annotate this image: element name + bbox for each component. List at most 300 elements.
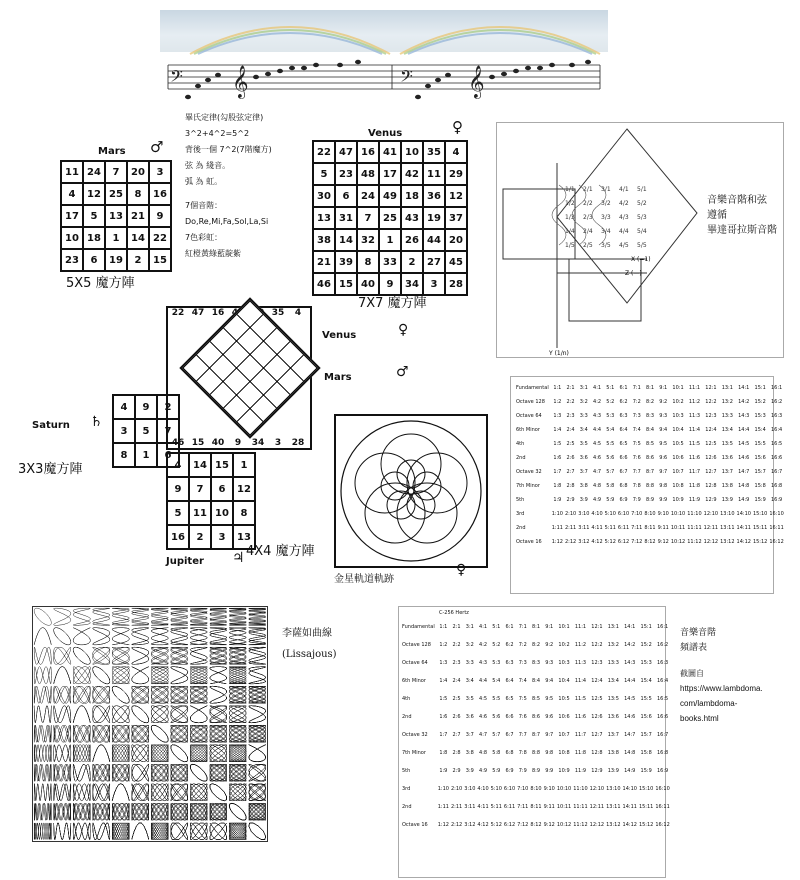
lissajous-curve [249, 628, 266, 645]
frequency-cell: 9:7 [659, 469, 668, 475]
frequency-cell: 11:6 [574, 714, 587, 720]
ratio-label: 3/4 [601, 228, 611, 235]
venus-cell: 40 [211, 438, 225, 448]
frequency-cell: 11:8 [574, 750, 587, 756]
ratio-label: 3/3 [601, 214, 611, 221]
magic-square-cell: 9 [167, 477, 189, 501]
pythagoras-caption [707, 193, 777, 238]
jupiter-row [167, 453, 255, 477]
frequency-cell: 10:11 [556, 804, 572, 810]
frequency-row-label: 5th [516, 497, 525, 503]
venus-orbit-panel [334, 414, 488, 568]
frequency-cell: 13:9 [607, 768, 619, 774]
frequency-cell: 5:6 [492, 714, 501, 720]
magic-square-cell: 16 [149, 183, 171, 205]
frequency-cell: 4:5 [479, 696, 488, 702]
magic-square-cell: 23 [61, 249, 83, 271]
magic-square-cell: 49 [379, 185, 401, 207]
frequency-cell: 4:4 [479, 678, 488, 684]
lissajous-curve [132, 725, 149, 742]
frequency-cell: 15:2 [754, 399, 766, 405]
frequency-cell: 1:2 [553, 399, 562, 405]
axis-y-label: Y (1/n) [549, 350, 569, 357]
ratio-label: 3/2 [601, 200, 611, 207]
law-next: 背後一個 7^2(7階魔方) [185, 145, 272, 154]
source-label: 截圖自 [680, 669, 704, 678]
lissajous-curve [132, 803, 149, 820]
magic-square-cell: 2 [189, 525, 211, 549]
magic-square-cell: 5 [135, 419, 157, 443]
frequency-cell: 9:10 [657, 511, 669, 517]
frequency-cell: 15:3 [640, 660, 652, 666]
frequency-row-label: Octave 16 [516, 539, 542, 545]
frequency-cell: 1:5 [553, 441, 562, 447]
frequency-cell: 4:7 [593, 469, 602, 475]
pythagoras-caption-3: 畢達哥拉斯音階 [707, 225, 777, 236]
source-credit [680, 666, 763, 726]
frequency-cell: 7:8 [518, 750, 527, 756]
lissajous-curve [190, 686, 207, 703]
magic-square-cell: 3 [211, 525, 233, 549]
lissajous-curve [132, 764, 149, 781]
magic-square-cell: 19 [105, 249, 127, 271]
frequency-cell: 12:12 [703, 539, 719, 545]
frequency-cell: 14:12 [736, 539, 751, 545]
frequency-cell: 6:6 [505, 714, 514, 720]
magic-square-cell: 31 [335, 207, 357, 229]
frequency-cell: 1:4 [553, 427, 562, 433]
frequency-cell: 16:5 [656, 696, 669, 702]
frequency-cell: 8:9 [645, 497, 654, 503]
venus-magic-square-7x7 [312, 140, 468, 296]
frequency-row [515, 381, 785, 395]
frequency-cell: 16:2 [656, 642, 669, 648]
composite-mars-symbol: ♂ [396, 364, 409, 380]
frequency-row [401, 618, 671, 636]
magic-square-cell: 43 [401, 207, 423, 229]
lissajous-curve [112, 608, 129, 625]
frequency-cell: 3:12 [464, 822, 476, 828]
frequency-cell: 4:11 [477, 804, 489, 810]
lissajous-curve [34, 608, 51, 625]
frequency-cell: 15:10 [638, 786, 654, 792]
source-url-2[interactable]: com/lambdoma- [680, 699, 738, 708]
frequency-cell: 9:3 [545, 660, 554, 666]
frequency-cell: 2:11 [564, 525, 577, 531]
magic-square-cell: 9 [379, 273, 401, 295]
frequency-cell: 4:6 [479, 714, 488, 720]
saturn-symbol: ♄ [90, 414, 103, 430]
frequency-cell: 5:7 [606, 469, 615, 475]
frequency-row [515, 479, 785, 493]
magic-square-cell: 7 [189, 477, 211, 501]
frequency-cell: 6:10 [617, 511, 630, 517]
magic-square-cell: 7 [157, 419, 179, 443]
lissajous-curve [54, 706, 71, 723]
frequency-row-label: 2nd [516, 525, 526, 531]
frequency-cell: 15:11 [638, 804, 654, 810]
frequency-cell: 8:7 [645, 469, 654, 475]
frequency-row-label: Octave 64 [516, 413, 542, 419]
magic-square-cell: 15 [149, 249, 171, 271]
venus-orbit-rosette [336, 416, 486, 566]
venus-cell: 16 [211, 308, 225, 318]
frequency-cell: 11:10 [687, 511, 702, 517]
frequency-cell: 9:4 [659, 427, 668, 433]
frequency-cell: 2:3 [452, 660, 461, 666]
frequency-cell: 13:5 [721, 441, 733, 447]
frequency-cell: 11:6 [688, 455, 701, 461]
frequency-cell: 8:4 [645, 427, 654, 433]
frequency-cell: 13:10 [606, 786, 621, 792]
frequency-cell: 14:8 [624, 750, 636, 756]
mars-row [61, 249, 171, 271]
frequency-row [515, 493, 785, 507]
frequency-cell: 4:7 [479, 732, 488, 738]
magic-square-cell: 6 [335, 185, 357, 207]
frequency-cell: 7:1 [632, 385, 641, 391]
colors-title: 7色彩虹： [185, 233, 223, 242]
magic-square-cell: 14 [127, 227, 149, 249]
lissajous-curve [171, 803, 188, 820]
lissajous-curve [54, 647, 71, 664]
frequency-cell: 3:7 [465, 732, 474, 738]
magic-square-cell: 7 [357, 207, 379, 229]
frequency-cell: 9:9 [659, 497, 668, 503]
frequency-cell: 8:10 [530, 786, 542, 792]
frequency-cell: 12:3 [705, 413, 717, 419]
frequency-cell: 5:8 [492, 750, 501, 756]
venus-bottom-row [168, 438, 308, 448]
frequency-cell: 7:4 [518, 678, 527, 684]
magic-square-cell: 27 [423, 251, 445, 273]
venus-cell: 47 [191, 308, 205, 318]
frequency-cell: 8:10 [644, 511, 656, 517]
venus-row [313, 163, 467, 185]
frequency-cell: 11:11 [687, 525, 702, 531]
frequency-cell: 12:1 [705, 385, 717, 391]
frequency-cell: 1:7 [553, 469, 562, 475]
frequency-row [401, 744, 671, 762]
frequency-cell: 10:8 [672, 483, 684, 489]
frequency-row [401, 762, 671, 780]
frequency-cell: 7:6 [632, 455, 641, 461]
frequency-row [515, 409, 785, 423]
frequency-cell: 15:10 [752, 511, 768, 517]
jupiter-label: Jupiter [166, 556, 204, 567]
frequency-cell: 3:10 [578, 511, 590, 517]
frequency-cell: 3:3 [465, 660, 474, 666]
frequency-cell: 14:9 [738, 497, 750, 503]
frequency-cell: 9:3 [659, 413, 668, 419]
frequency-cell: 4:8 [593, 483, 602, 489]
frequency-cell: 10:10 [670, 511, 686, 517]
frequency-cell: 5:9 [606, 497, 615, 503]
lissajous-curve [54, 764, 71, 781]
magic-square-cell: 18 [83, 227, 105, 249]
magic-square-cell: 1 [105, 227, 127, 249]
frequency-cell: 4:1 [593, 385, 602, 391]
frequency-row-label: 4th [402, 696, 411, 702]
magic-square-cell: 7 [105, 161, 127, 183]
frequency-cell: 12:5 [705, 441, 717, 447]
frequency-cell: 10:11 [670, 525, 686, 531]
lissajous-curve [151, 784, 168, 801]
frequency-cell: 11:5 [574, 696, 587, 702]
lissajous-curve [190, 764, 207, 781]
lissajous-curve [132, 667, 149, 684]
magic-square-cell: 16 [357, 141, 379, 163]
lissajous-curve [190, 823, 207, 839]
frequency-cell: 13:4 [721, 427, 733, 433]
ratio-label: 3/1 [601, 186, 611, 193]
venus-cell: 34 [251, 438, 265, 448]
mars-symbol: ♂ [150, 138, 164, 156]
magic-square-cell: 32 [357, 229, 379, 251]
frequency-cell: 13:12 [720, 539, 735, 545]
lissajous-curve [151, 608, 168, 625]
frequency-cell: 5:11 [490, 804, 502, 810]
venus-cell: 28 [291, 438, 305, 448]
lissajous-curve [171, 784, 188, 801]
frequency-cell: 1:6 [439, 714, 448, 720]
magic-square-cell: 37 [445, 207, 467, 229]
venus-row [313, 207, 467, 229]
frequency-cell: 2:3 [566, 413, 575, 419]
lissajous-curve [249, 823, 266, 839]
frequency-cell: 10:9 [672, 497, 684, 503]
ratio-label: 1/3 [565, 214, 575, 221]
lissajous-curve [34, 823, 51, 839]
frequency-cell: 7:3 [518, 660, 527, 666]
lissajous-curve [112, 764, 129, 781]
frequency-cell: 10:3 [672, 413, 684, 419]
frequency-cell: 1:11 [551, 525, 563, 531]
frequency-cell: 8:1 [531, 624, 540, 630]
frequency-cell: 9:1 [545, 624, 554, 630]
magic-square-cell: 10 [211, 501, 233, 525]
frequency-cell: 2:9 [452, 768, 461, 774]
frequency-row [401, 816, 671, 834]
saturn-label: Saturn [32, 420, 70, 431]
lissajous-curve [73, 823, 90, 839]
frequency-cell: 3:9 [579, 497, 588, 503]
magic-square-cell: 4 [113, 395, 135, 419]
magic-square-cell: 30 [313, 185, 335, 207]
venus-row [313, 251, 467, 273]
source-url-1[interactable]: https://www.lambdoma. [680, 684, 763, 693]
magic-square-cell: 38 [313, 229, 335, 251]
frequency-cell: 1:7 [439, 732, 448, 738]
magic-square-cell: 11 [61, 161, 83, 183]
frequency-cell: 8:9 [531, 768, 540, 774]
venus-row [313, 141, 467, 163]
frequency-cell: 3:5 [465, 696, 474, 702]
frequency-caption [680, 626, 716, 656]
frequency-cell: 12:10 [703, 511, 719, 517]
frequency-cell: 2:6 [452, 714, 461, 720]
frequency-row [401, 672, 671, 690]
axis-x-label: X (=1) [631, 256, 651, 263]
frequency-cell: 13:11 [720, 525, 735, 531]
frequency-row-label: 2nd [402, 714, 412, 720]
magic-square-cell: 15 [211, 453, 233, 477]
frequency-cell: 12:6 [705, 455, 717, 461]
svg-text:𝄞: 𝄞 [232, 65, 249, 98]
magic-square-cell: 22 [313, 141, 335, 163]
frequency-cell: 13:12 [606, 822, 621, 828]
frequency-cell: 14:11 [622, 804, 637, 810]
magic-square-cell: 5 [167, 501, 189, 525]
frequency-cell: 4:9 [593, 497, 602, 503]
magic-square-cell: 3 [149, 161, 171, 183]
magic-square-cell: 16 [167, 525, 189, 549]
lissajous-curve [151, 706, 168, 723]
lissajous-curve [132, 608, 149, 625]
frequency-cell: 11:7 [688, 469, 701, 475]
frequency-cell: 9:4 [545, 678, 554, 684]
lissajous-curve [229, 608, 246, 625]
frequency-row-label: 3rd [402, 786, 411, 792]
magic-square-cell: 25 [379, 207, 401, 229]
svg-text:𝄢: 𝄢 [170, 66, 183, 90]
frequency-cell: 8:3 [645, 413, 654, 419]
saturn-row [113, 395, 179, 419]
frequency-cell: 12:1 [591, 624, 603, 630]
mars-magic-square-5x5 [60, 160, 172, 272]
venus-cell: 15 [191, 438, 205, 448]
caption-4x4: 4X4 魔方陣 [246, 544, 315, 559]
frequency-cell: 7:6 [518, 714, 527, 720]
frequency-cell: 5:3 [492, 660, 501, 666]
lissajous-curve [249, 686, 266, 703]
frequency-cell: 13:9 [721, 497, 733, 503]
lissajous-curve [73, 803, 90, 820]
frequency-cell: 9:2 [659, 399, 668, 405]
frequency-cell: 4:2 [479, 642, 488, 648]
frequency-cell: 12:4 [705, 427, 717, 433]
lissajous-curve [171, 725, 188, 742]
frequency-cell: 11:10 [573, 786, 588, 792]
ratio-label: 2/4 [583, 228, 593, 235]
law-string: 弦 為 綫音。 [185, 161, 231, 170]
magic-square-cell: 6 [211, 477, 233, 501]
frequency-row-label: Octave 16 [402, 822, 428, 828]
frequency-row [401, 690, 671, 708]
lissajous-curve [210, 745, 227, 762]
frequency-cell: 5:6 [606, 455, 615, 461]
frequency-cell: 16:8 [656, 750, 669, 756]
lissajous-curve [93, 823, 110, 839]
composite-mars-label: Mars [324, 372, 352, 383]
frequency-cell: 14:1 [624, 624, 636, 630]
frequency-cell: 8:2 [531, 642, 540, 648]
frequency-cell: 15:3 [754, 413, 766, 419]
lissajous-curve [34, 803, 51, 820]
lissajous-curve [229, 647, 246, 664]
caption-7x7: 7X7 魔方陣 [358, 296, 427, 311]
notes-list: Do,Re,Mi,Fa,Sol,La,Si [185, 217, 269, 226]
composite-venus-symbol: ♀ [398, 322, 409, 338]
frequency-cell: 7:10 [517, 786, 529, 792]
magic-square-cell: 39 [335, 251, 357, 273]
venus-symbol: ♀ [452, 118, 463, 136]
frequency-cell: 1:9 [439, 768, 448, 774]
venus-orbit-symbol: ♀ [456, 562, 467, 578]
frequency-cell: 3:3 [579, 413, 588, 419]
lissajous-curve [171, 647, 188, 664]
magic-square-cell: 22 [149, 227, 171, 249]
frequency-cell: 13:6 [721, 455, 733, 461]
lissajous-curve [249, 803, 266, 820]
frequency-cell: 1:10 [437, 786, 449, 792]
frequency-cell: 2:7 [566, 469, 575, 475]
frequency-cell: 9:5 [545, 696, 554, 702]
frequency-cell: 15:1 [754, 385, 766, 391]
frequency-cell: 9:9 [545, 768, 554, 774]
jupiter-magic-square-4x4 [166, 452, 256, 550]
ratio-label: 4/5 [619, 242, 629, 249]
source-url-3[interactable]: books.html [680, 714, 719, 723]
ratio-label: 1/2 [565, 200, 575, 207]
frequency-cell: 1:1 [439, 624, 448, 630]
ratio-label: 4/4 [619, 228, 629, 235]
lissajous-curve [112, 784, 129, 801]
ratio-label: 5/2 [637, 200, 647, 207]
magic-square-cell: 2 [127, 249, 149, 271]
lissajous-curve [229, 803, 246, 820]
frequency-cell: 14:3 [624, 660, 636, 666]
frequency-cell: 15:4 [640, 678, 652, 684]
lissajous-curve [73, 784, 90, 801]
frequency-cell: 8:6 [645, 455, 654, 461]
lissajous-curve [93, 628, 110, 645]
frequency-row [515, 535, 785, 549]
frequency-cell: 10:1 [672, 385, 684, 391]
pythagoras-scale-panel [496, 122, 784, 358]
lissajous-curve [34, 706, 51, 723]
frequency-cell: 11:7 [574, 732, 587, 738]
frequency-cell: 15:8 [640, 750, 652, 756]
frequency-cell: 7:2 [518, 642, 527, 648]
magic-square-cell: 12 [83, 183, 105, 205]
lissajous-curve [151, 628, 168, 645]
frequency-cell: 6:4 [619, 427, 628, 433]
frequency-cell: 6:2 [505, 642, 514, 648]
lissajous-panel [32, 606, 268, 842]
magic-square-cell: 3 [423, 273, 445, 295]
venus-row [313, 229, 467, 251]
lissajous-curve [249, 784, 266, 801]
lissajous-curve [229, 706, 246, 723]
magic-square-cell: 8 [127, 183, 149, 205]
lissajous-curve [190, 667, 207, 684]
rainbow-arcs [160, 10, 608, 52]
frequency-cell: 15:6 [754, 455, 766, 461]
frequency-cell: 12:5 [591, 696, 603, 702]
frequency-cell: 3:4 [579, 427, 588, 433]
frequency-cell: 13:7 [607, 732, 619, 738]
lissajous-curve [210, 667, 227, 684]
frequency-cell: 11:4 [688, 427, 701, 433]
lissajous-curve [229, 667, 246, 684]
frequency-cell: 11:5 [688, 441, 701, 447]
lissajous-curve [171, 745, 188, 762]
frequency-cell: 7:7 [632, 469, 641, 475]
ratio-label: 2/3 [583, 214, 593, 221]
frequency-cell: 10:6 [672, 455, 684, 461]
magic-square-cell: 40 [357, 273, 379, 295]
